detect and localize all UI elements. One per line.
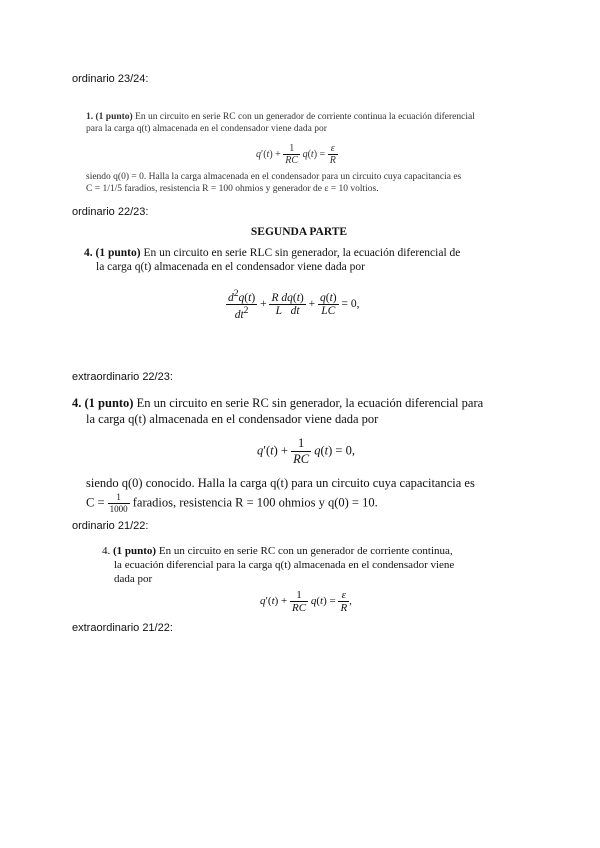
problem-line: En un circuito en serie RC con un generador de corriente continua,: [158, 545, 453, 557]
heading-ordinario-21-22: ordinario 21/22:: [72, 520, 149, 532]
problem-snippet-extra-22-23: [72, 396, 492, 514]
problem-points: (1 punto): [95, 247, 141, 259]
capacitance-fraction: $\frac{1}{1000}$: [109, 491, 128, 514]
heading-extraordinario-21-22: extraordinario 21/22:: [72, 622, 173, 634]
section-title: SEGUNDA PARTE: [250, 226, 348, 238]
problem-points: (1 punto): [113, 545, 157, 557]
problem-number: 4.: [72, 396, 82, 410]
problem-statement-cont: [86, 476, 506, 515]
problem-line: dada por: [114, 572, 153, 585]
problem-line: siendo q(0) conocido. Halla la carga q(t) para un circuito cuya capacitancia es: [86, 476, 475, 490]
heading-ordinario-23-24: ordinario 23/24:: [72, 73, 149, 85]
problem-statement: [102, 545, 502, 586]
problem-points: (1 punto): [84, 396, 134, 410]
problem-number: 4.: [102, 545, 111, 557]
equation: q′(t) + $\frac{1}{RC}$ q(t) = $\frac{\varepsilon}{R}$ ,: [260, 589, 352, 614]
equation: $\frac{d^2q(t)}{dt^2}$ + $\frac{\text{R dq(t)}}{\text{L dt}}$ + $\frac{q(t)}{LC}$ = 0,: [228, 288, 360, 321]
problem-line: la carga q(t) almacenada en el condensador viene dada por: [86, 411, 379, 426]
problem-line: En un circuito en serie RC sin generador, la ecuación diferencial para: [136, 396, 484, 410]
problem-snippet-23-24: [86, 112, 516, 194]
problem-points: (1 punto): [95, 112, 133, 122]
problem-line: la ecuación diferencial para la carga q(t) almacenada en el condensador viene: [114, 558, 455, 571]
problem-snippet-22-23: [84, 226, 514, 321]
equation: q′(t) + $\frac{1}{RC}$ q(t) = 0,: [257, 436, 355, 466]
problem-line: faradios, resistencia R = 100 ohmios y q(0) = 10.: [129, 495, 378, 510]
heading-extraordinario-22-23: extraordinario 22/23:: [72, 371, 173, 383]
problem-line: C = 1/1/5 faradios, resistencia R = 100 ohmios y generador de ε = 10 voltios.: [86, 183, 379, 194]
problem-statement: [86, 112, 516, 136]
problem-number: 1.: [86, 112, 94, 122]
problem-statement-cont: [86, 172, 516, 196]
problem-line: siendo q(0) = 0. Halla la carga almacenada en el condensador para un circuito cuya capacitancia es: [86, 172, 462, 182]
problem-line: C =: [86, 495, 108, 510]
problem-statement: [72, 396, 492, 427]
problem-number: 4.: [84, 247, 93, 259]
problem-line: En un circuito en serie RLC sin generador, la ecuación diferencial de: [143, 247, 461, 259]
heading-ordinario-22-23: ordinario 22/23:: [72, 206, 149, 218]
problem-line: En un circuito en serie RC con un generador de corriente continua la ecuación diferencial: [135, 112, 475, 122]
equation: q′(t) + $\frac{1}{RC}$ q(t) = $\frac{\varepsilon}{R}$: [256, 143, 336, 166]
problem-snippet-21-22: [102, 545, 502, 614]
problem-line: la carga q(t) almacenada en el condensador viene dada por: [96, 261, 365, 274]
problem-statement: [84, 246, 514, 275]
problem-line: para la carga q(t) almacenada en el condensador viene dada por: [86, 123, 327, 134]
